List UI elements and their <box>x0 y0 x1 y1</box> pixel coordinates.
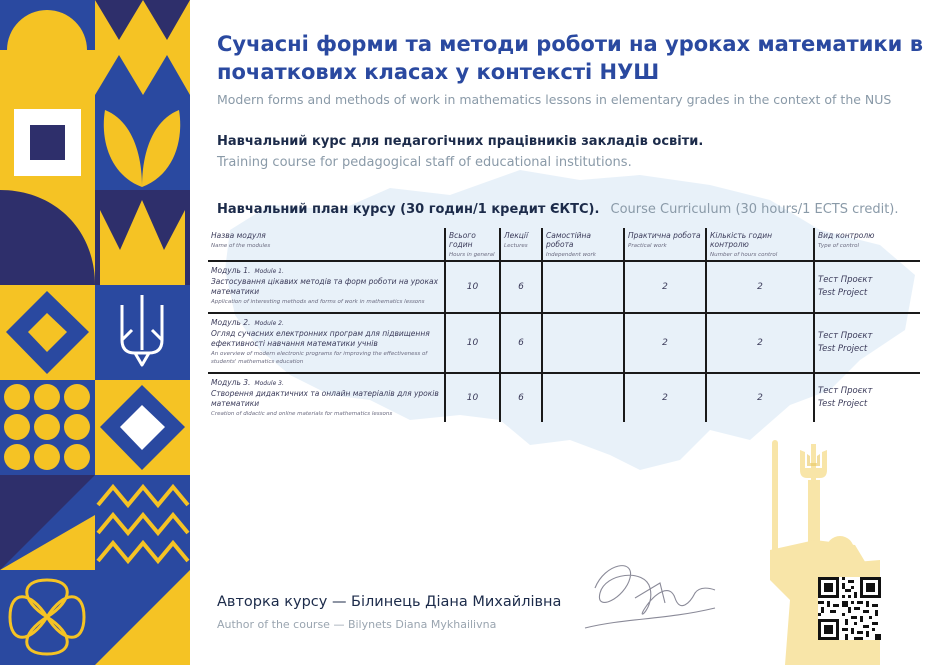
course-description-en: Training course for pedagogical staff of educational institutions. <box>217 155 632 170</box>
module-cell: Модуль 2. Module 2. Огляд сучасних електронних програм для підвищення ефективності навчання математики учнів An overview of modern electronic programs for improving the effectiveness of students' mathematics education <box>208 313 445 373</box>
ornament-tile <box>95 0 190 95</box>
module-cell: Модуль 3. Module 3. Створення дидактичних та онлайн матеріалів для уроків математики Creation of didactic and online materials for mathematics lessons <box>211 378 439 417</box>
column-header: Назва модуля Name of the modules <box>208 228 445 261</box>
column-header: Всього годин Hours in general <box>445 228 500 261</box>
table-row <box>208 313 920 373</box>
page-subtitle-en: Modern forms and methods of work in mathematics lessons in elementary grades in the context of the NUS <box>217 92 892 107</box>
ornament-tile <box>0 475 95 570</box>
author-name-ua: Авторка курсу — Білинець Діана Михайлівна <box>217 594 562 610</box>
page-title: Сучасні форми та методи роботи на уроках математики в початкових класах у контексті НУШ <box>217 32 923 84</box>
column-header: Вид контролю Type of control <box>814 228 920 261</box>
control-type-cell: Тест Проєкт Test Project <box>814 313 920 373</box>
hours-cell: 10 <box>445 373 500 422</box>
lectures-cell: 6 <box>500 261 542 313</box>
qr-code-icon <box>818 577 881 640</box>
control-hours-cell: 2 <box>706 373 814 422</box>
practical-cell: 2 <box>624 313 706 373</box>
ornament-tile <box>0 95 95 190</box>
control-hours-cell: 2 <box>706 261 814 313</box>
control-type-cell: Тест Проєкт Test Project <box>814 373 920 422</box>
curriculum-table <box>208 228 920 422</box>
practical-cell: 2 <box>624 261 706 313</box>
hours-cell: 10 <box>445 313 500 373</box>
table-row <box>208 373 920 422</box>
ornament-tile <box>95 380 190 475</box>
control-hours-cell: 2 <box>706 313 814 373</box>
ornament-tile <box>95 95 190 190</box>
ornament-tile <box>0 190 95 285</box>
hours-cell: 10 <box>445 261 500 313</box>
column-header: Лекції Lectures <box>500 228 542 261</box>
independent-cell <box>542 373 624 422</box>
curriculum-heading-ua: Навчальний план курсу (30 годин/1 кредит ЄКТС). <box>217 202 600 217</box>
ornament-tile <box>0 380 95 475</box>
ornament-tile <box>95 190 190 285</box>
practical-cell: 2 <box>624 373 706 422</box>
curriculum-heading <box>217 198 899 217</box>
independent-cell <box>542 313 624 373</box>
trident-icon <box>95 285 190 380</box>
curriculum-heading-en: Course Curriculum (30 hours/1 ECTS credit). <box>610 202 899 217</box>
lectures-cell: 6 <box>500 313 542 373</box>
ornament-tile <box>0 285 95 380</box>
independent-cell <box>542 261 624 313</box>
author-name-en: Author of the course — Bilynets Diana Mykhailivna <box>217 618 497 631</box>
column-header: Практична робота Practical work <box>624 228 706 261</box>
ornament-strip <box>0 0 190 665</box>
ornament-tile <box>0 0 95 95</box>
lectures-cell: 6 <box>500 373 542 422</box>
ornament-tile <box>95 475 190 570</box>
module-cell: Модуль 1. Module 1. Застосування цікавих методів та форм роботи на уроках математики Application of interesting methods and forms of work in mathematics lessons <box>208 261 445 313</box>
column-header: Кількість годин контролю Number of hours control <box>706 228 814 261</box>
control-type-cell: Тест Проєкт Test Project <box>814 261 920 313</box>
ornament-tile <box>95 285 190 380</box>
table-header-row <box>208 228 920 261</box>
table-row <box>208 261 920 313</box>
column-header: Самостійна робота Independent work <box>542 228 624 261</box>
course-description-ua: Навчальний курс для педагогічних працівників закладів освіти. <box>217 134 704 149</box>
ornament-tile <box>95 570 190 665</box>
signature-icon <box>575 548 725 648</box>
certificate-content <box>190 0 940 665</box>
ornament-tile <box>0 570 95 665</box>
